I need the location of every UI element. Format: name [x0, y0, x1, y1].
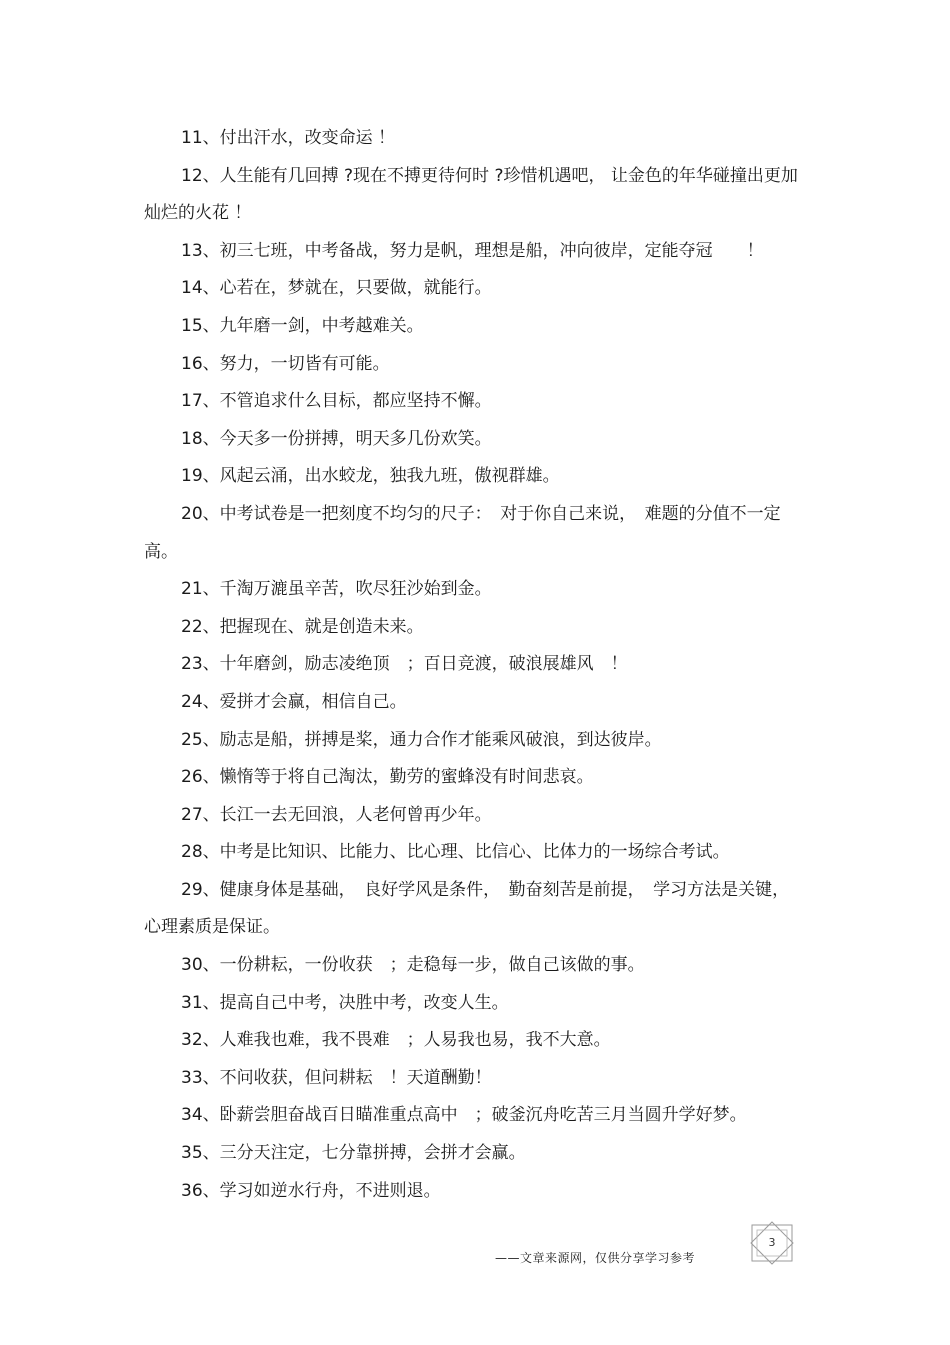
list-item: 27、长江一去无回浪，人老何曾再少年。	[181, 804, 492, 825]
page-number-badge	[748, 1221, 796, 1265]
list-item: 22、把握现在、就是创造未来。	[181, 616, 424, 637]
list-item: 12、人生能有几回搏 ?现在不搏更待何时 ?珍惜机遇吧， 让金色的年华碰撞出更加灿烂的火花 ！	[144, 165, 798, 224]
footer-source-note: ——文章来源网，仅供分享学习参考	[495, 1251, 696, 1265]
list-item: 18、今天多一份拼搏，明天多几份欢笑。	[181, 428, 492, 449]
page-number: 3	[768, 1236, 776, 1249]
list-item: 35、三分天注定，七分靠拼搏，会拼才会赢。	[181, 1143, 526, 1164]
list-item: 29、健康身体是基础， 良好学风是条件， 勤奋刻苦是前提， 学习方法是关键，心理素质是保证。	[144, 879, 790, 938]
list-item: 34、卧薪尝胆奋战百日瞄准重点高中 ；破釜沉舟吃苦三月当圆升学好梦。	[181, 1105, 747, 1126]
list-item: 26、懒惰等于将自己淘汰，勤劳的蜜蜂没有时间悲哀。	[181, 767, 594, 788]
list-item: 13、初三七班，中考备战，努力是帆，理想是船，冲向彼岸，定能夺冠 ！	[181, 240, 764, 261]
slogan-list	[144, 120, 804, 1210]
list-item: 31、提高自己中考，决胜中考，改变人生。	[181, 992, 509, 1013]
list-item: 14、心若在，梦就在，只要做，就能行。	[181, 278, 492, 299]
list-item: 32、人难我也难，我不畏难 ；人易我也易，我不大意。	[181, 1030, 611, 1051]
list-item: 16、努力，一切皆有可能。	[181, 353, 390, 374]
list-item: 24、爱拼才会赢，相信自己。	[181, 691, 407, 712]
list-item: 19、风起云涌，出水蛟龙，独我九班，傲视群雄。	[181, 466, 560, 487]
list-item: 23、十年磨剑，励志凌绝顶 ；百日竞渡，破浪展雄风 ！	[181, 654, 628, 675]
list-item: 11、付出汗水，改变命运 ！	[181, 128, 396, 148]
list-item: 36、学习如逆水行舟，不进则退。	[181, 1180, 441, 1201]
list-item: 20、中考试卷是一把刻度不均匀的尺子： 对于你自己来说， 难题的分值不一定高。	[144, 503, 781, 562]
list-item: 15、九年磨一剑，中考越难关。	[181, 315, 424, 336]
list-item: 28、中考是比知识、比能力、比心理、比信心、比体力的一场综合考试。	[181, 842, 730, 863]
list-item: 33、不问收获，但问耕耘 ！天道酬勤！	[181, 1067, 492, 1088]
list-item: 25、励志是船，拼搏是桨，通力合作才能乘风破浪，到达彼岸。	[181, 729, 662, 750]
list-item: 21、千淘万漉虽辛苦，吹尽狂沙始到金。	[181, 579, 492, 600]
list-item: 17、不管追求什么目标，都应坚持不懈。	[181, 391, 492, 412]
list-item: 30、一份耕耘，一份收获 ；走稳每一步，做自己该做的事。	[181, 955, 645, 976]
